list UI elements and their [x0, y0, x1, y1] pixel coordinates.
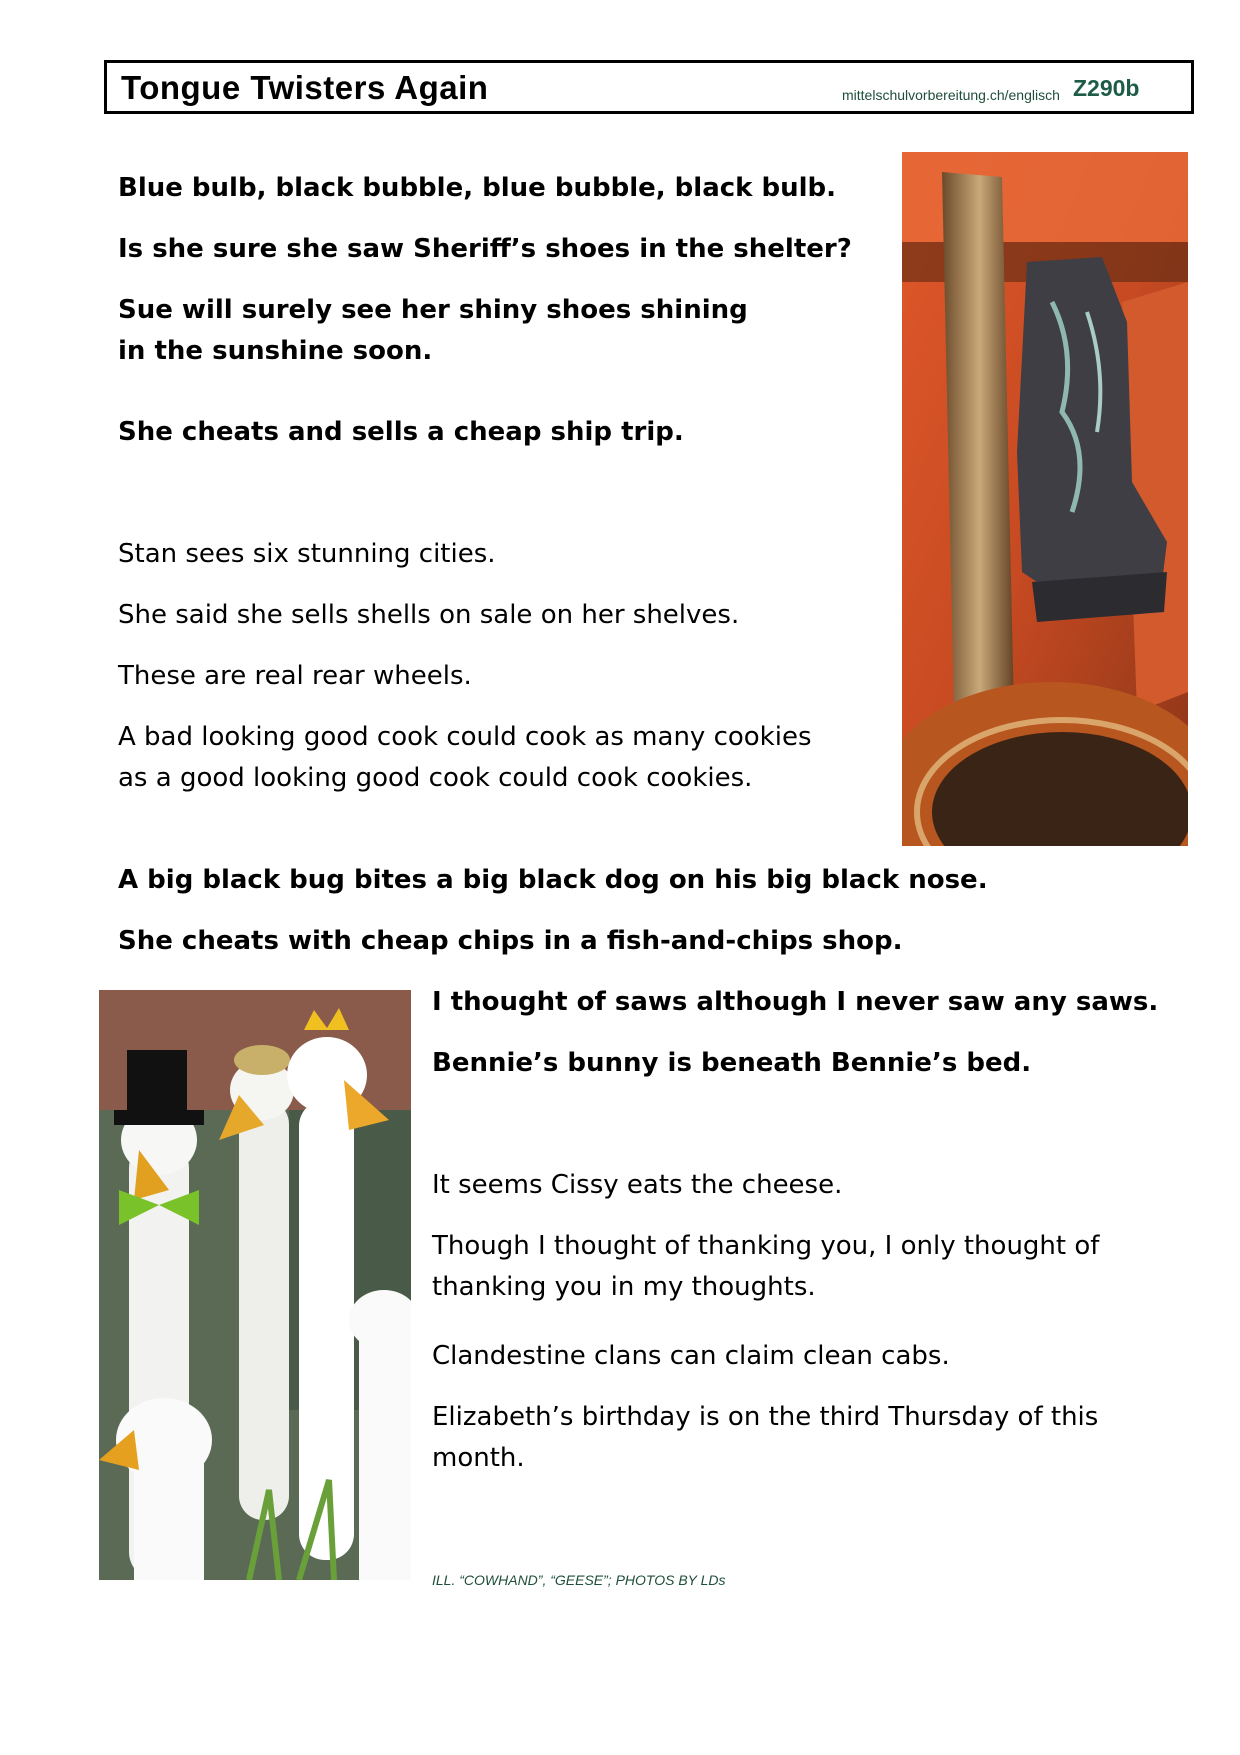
page-title: Tongue Twisters Again [121, 69, 489, 106]
twister-line: These are real rear wheels. [118, 661, 472, 691]
twister-line: thanking you in my thoughts. [432, 1272, 816, 1302]
twister-line: month. [432, 1443, 525, 1473]
twister-line: in the sunshine soon. [118, 336, 433, 366]
twister-line: A bad looking good cook could cook as many cookies [118, 722, 812, 752]
twister-line: Clandestine clans can claim clean cabs. [432, 1341, 950, 1371]
twister-line: Elizabeth’s birthday is on the third Thursday of this [432, 1402, 1099, 1432]
twister-line: I thought of saws although I never saw any saws. [432, 987, 1159, 1017]
worksheet-code: Z290b [1073, 75, 1140, 101]
twister-line: Bennie’s bunny is beneath Bennie’s bed. [432, 1048, 1032, 1078]
twister-line: It seems Cissy eats the cheese. [432, 1170, 843, 1200]
twister-line: Stan sees six stunning cities. [118, 539, 496, 569]
twister-line: Though I thought of thanking you, I only thought of [432, 1231, 1100, 1261]
twister-line: Blue bulb, black bubble, blue bubble, black bulb. [118, 173, 837, 203]
photo-credit: ILL. “COWHAND”, “GEESE”; PHOTOS BY LDs [432, 1572, 726, 1588]
twister-line: She cheats and sells a cheap ship trip. [118, 417, 684, 447]
cowhand-photo [902, 152, 1188, 846]
page-header [104, 60, 1194, 114]
site-url[interactable]: mittelschulvorbereitung.ch/englisch [842, 87, 1060, 103]
twister-line: She cheats with cheap chips in a fish-and-chips shop. [118, 926, 903, 956]
twister-line: Sue will surely see her shiny shoes shining [118, 295, 748, 325]
twister-line: Is she sure she saw Sheriff’s shoes in the shelter? [118, 234, 852, 264]
twister-line: A big black bug bites a big black dog on his big black nose. [118, 865, 988, 895]
geese-photo [99, 990, 411, 1580]
twister-line: as a good looking good cook could cook cookies. [118, 763, 753, 793]
twister-line: She said she sells shells on sale on her shelves. [118, 600, 740, 630]
